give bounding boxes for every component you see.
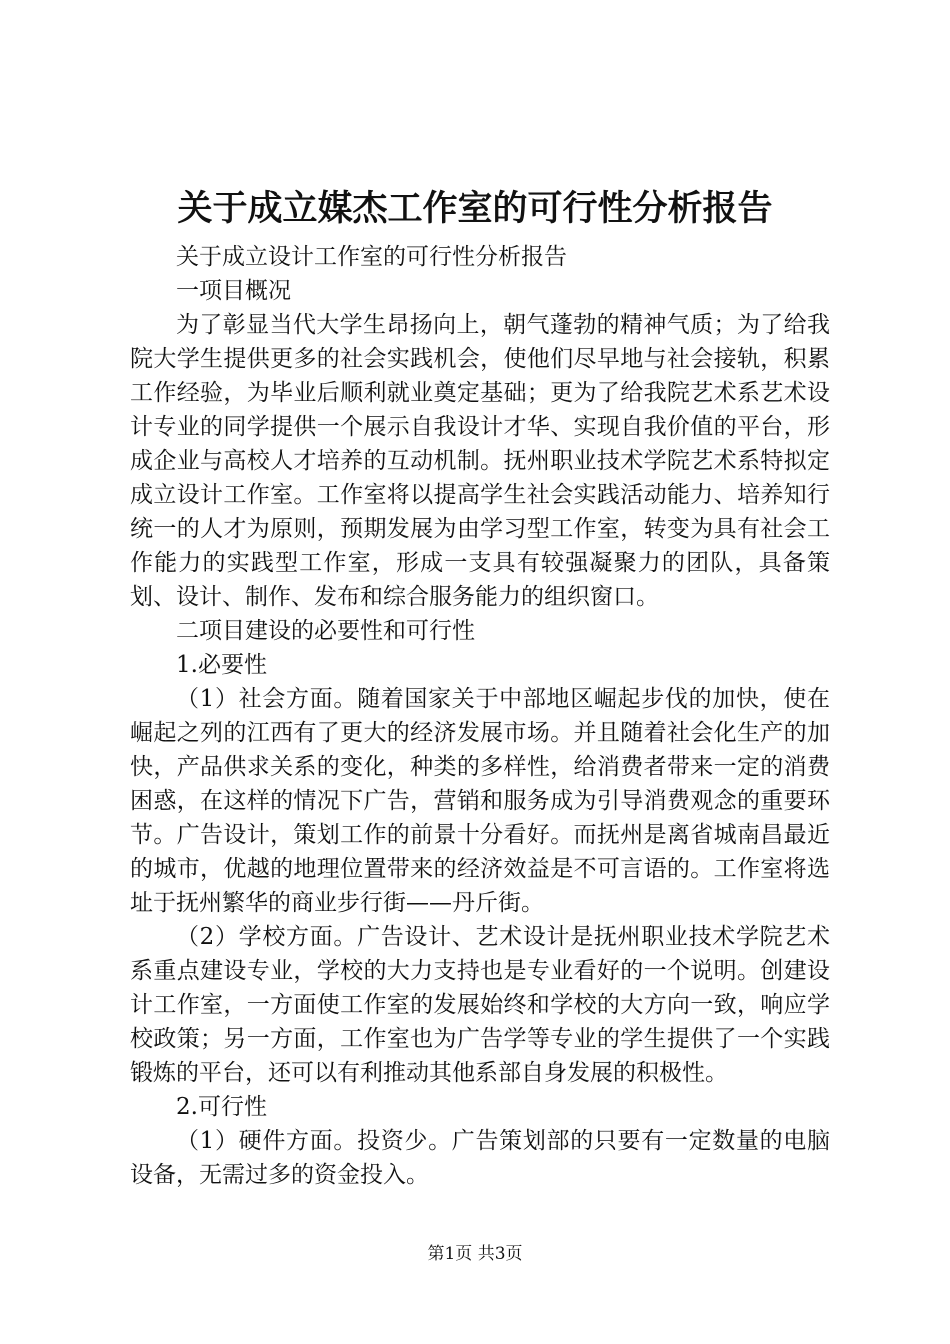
body-paragraph: 为了彰显当代大学生昂扬向上，朝气蓬勃的精神气质；为了给我院大学生提供更多的社会实践机会，使他们尽早地与社会接轨，积累工作经验，为毕业后顺利就业奠定基础；更为了给我院艺术系艺术设计专业的同学提供一个展示自我设计才华、实现自我价值的平台，形成企业与高校人才培养的互动机制。抚州职业技术学院艺术系特拟定成立设计工作室。工作室将以提高学生社会实践活动能力、培养知行统一的人才为原则，预期发展为由学习型工作室，转变为具有社会工作能力的实践型工作室，形成一支具有较强凝聚力的团队，具备策划、设计、制作、发布和综合服务能力的组织窗口。 <box>130 312 830 610</box>
body-paragraph: （1）硬件方面。投资少。广告策划部的只要有一定数量的电脑设备，无需过多的资金投入。 <box>130 1128 830 1188</box>
page-footer: 第1页 共3页 <box>427 1244 523 1264</box>
subsection-heading: 2.可行性 <box>176 1094 267 1120</box>
section-heading: 二项目建设的必要性和可行性 <box>176 618 475 644</box>
body-paragraph: （2）学校方面。广告设计、艺术设计是抚州职业技术学院艺术系重点建设专业，学校的大力支持也是专业看好的一个说明。创建设计工作室，一方面使工作室的发展始终和学校的大方向一致，响应学校政策；另一方面，工作室也为广告学等专业的学生提供了一个实践锻炼的平台，还可以有利推动其他系部自身发展的积极性。 <box>130 924 830 1086</box>
body-paragraph: （1）社会方面。随着国家关于中部地区崛起步伐的加快，使在崛起之列的江西有了更大的经济发展市场。并且随着社会化生产的加快，产品供求关系的变化，种类的多样性，给消费者带来一定的消费困惑，在这样的情况下广告，营销和服务成为引导消费观念的重要环节。广告设计，策划工作的前景十分看好。而抚州是离省城南昌最近的城市，优越的地理位置带来的经济效益是不可言语的。工作室将选址于抚州繁华的商业步行街——丹斤街。 <box>130 686 830 916</box>
document-title: 关于成立媒杰工作室的可行性分析报告 <box>177 188 773 229</box>
subsection-heading: 1.必要性 <box>176 652 267 678</box>
document-body <box>130 240 830 1192</box>
section-heading: 一项目概况 <box>176 278 291 304</box>
subtitle-paragraph: 关于成立设计工作室的可行性分析报告 <box>176 244 567 270</box>
